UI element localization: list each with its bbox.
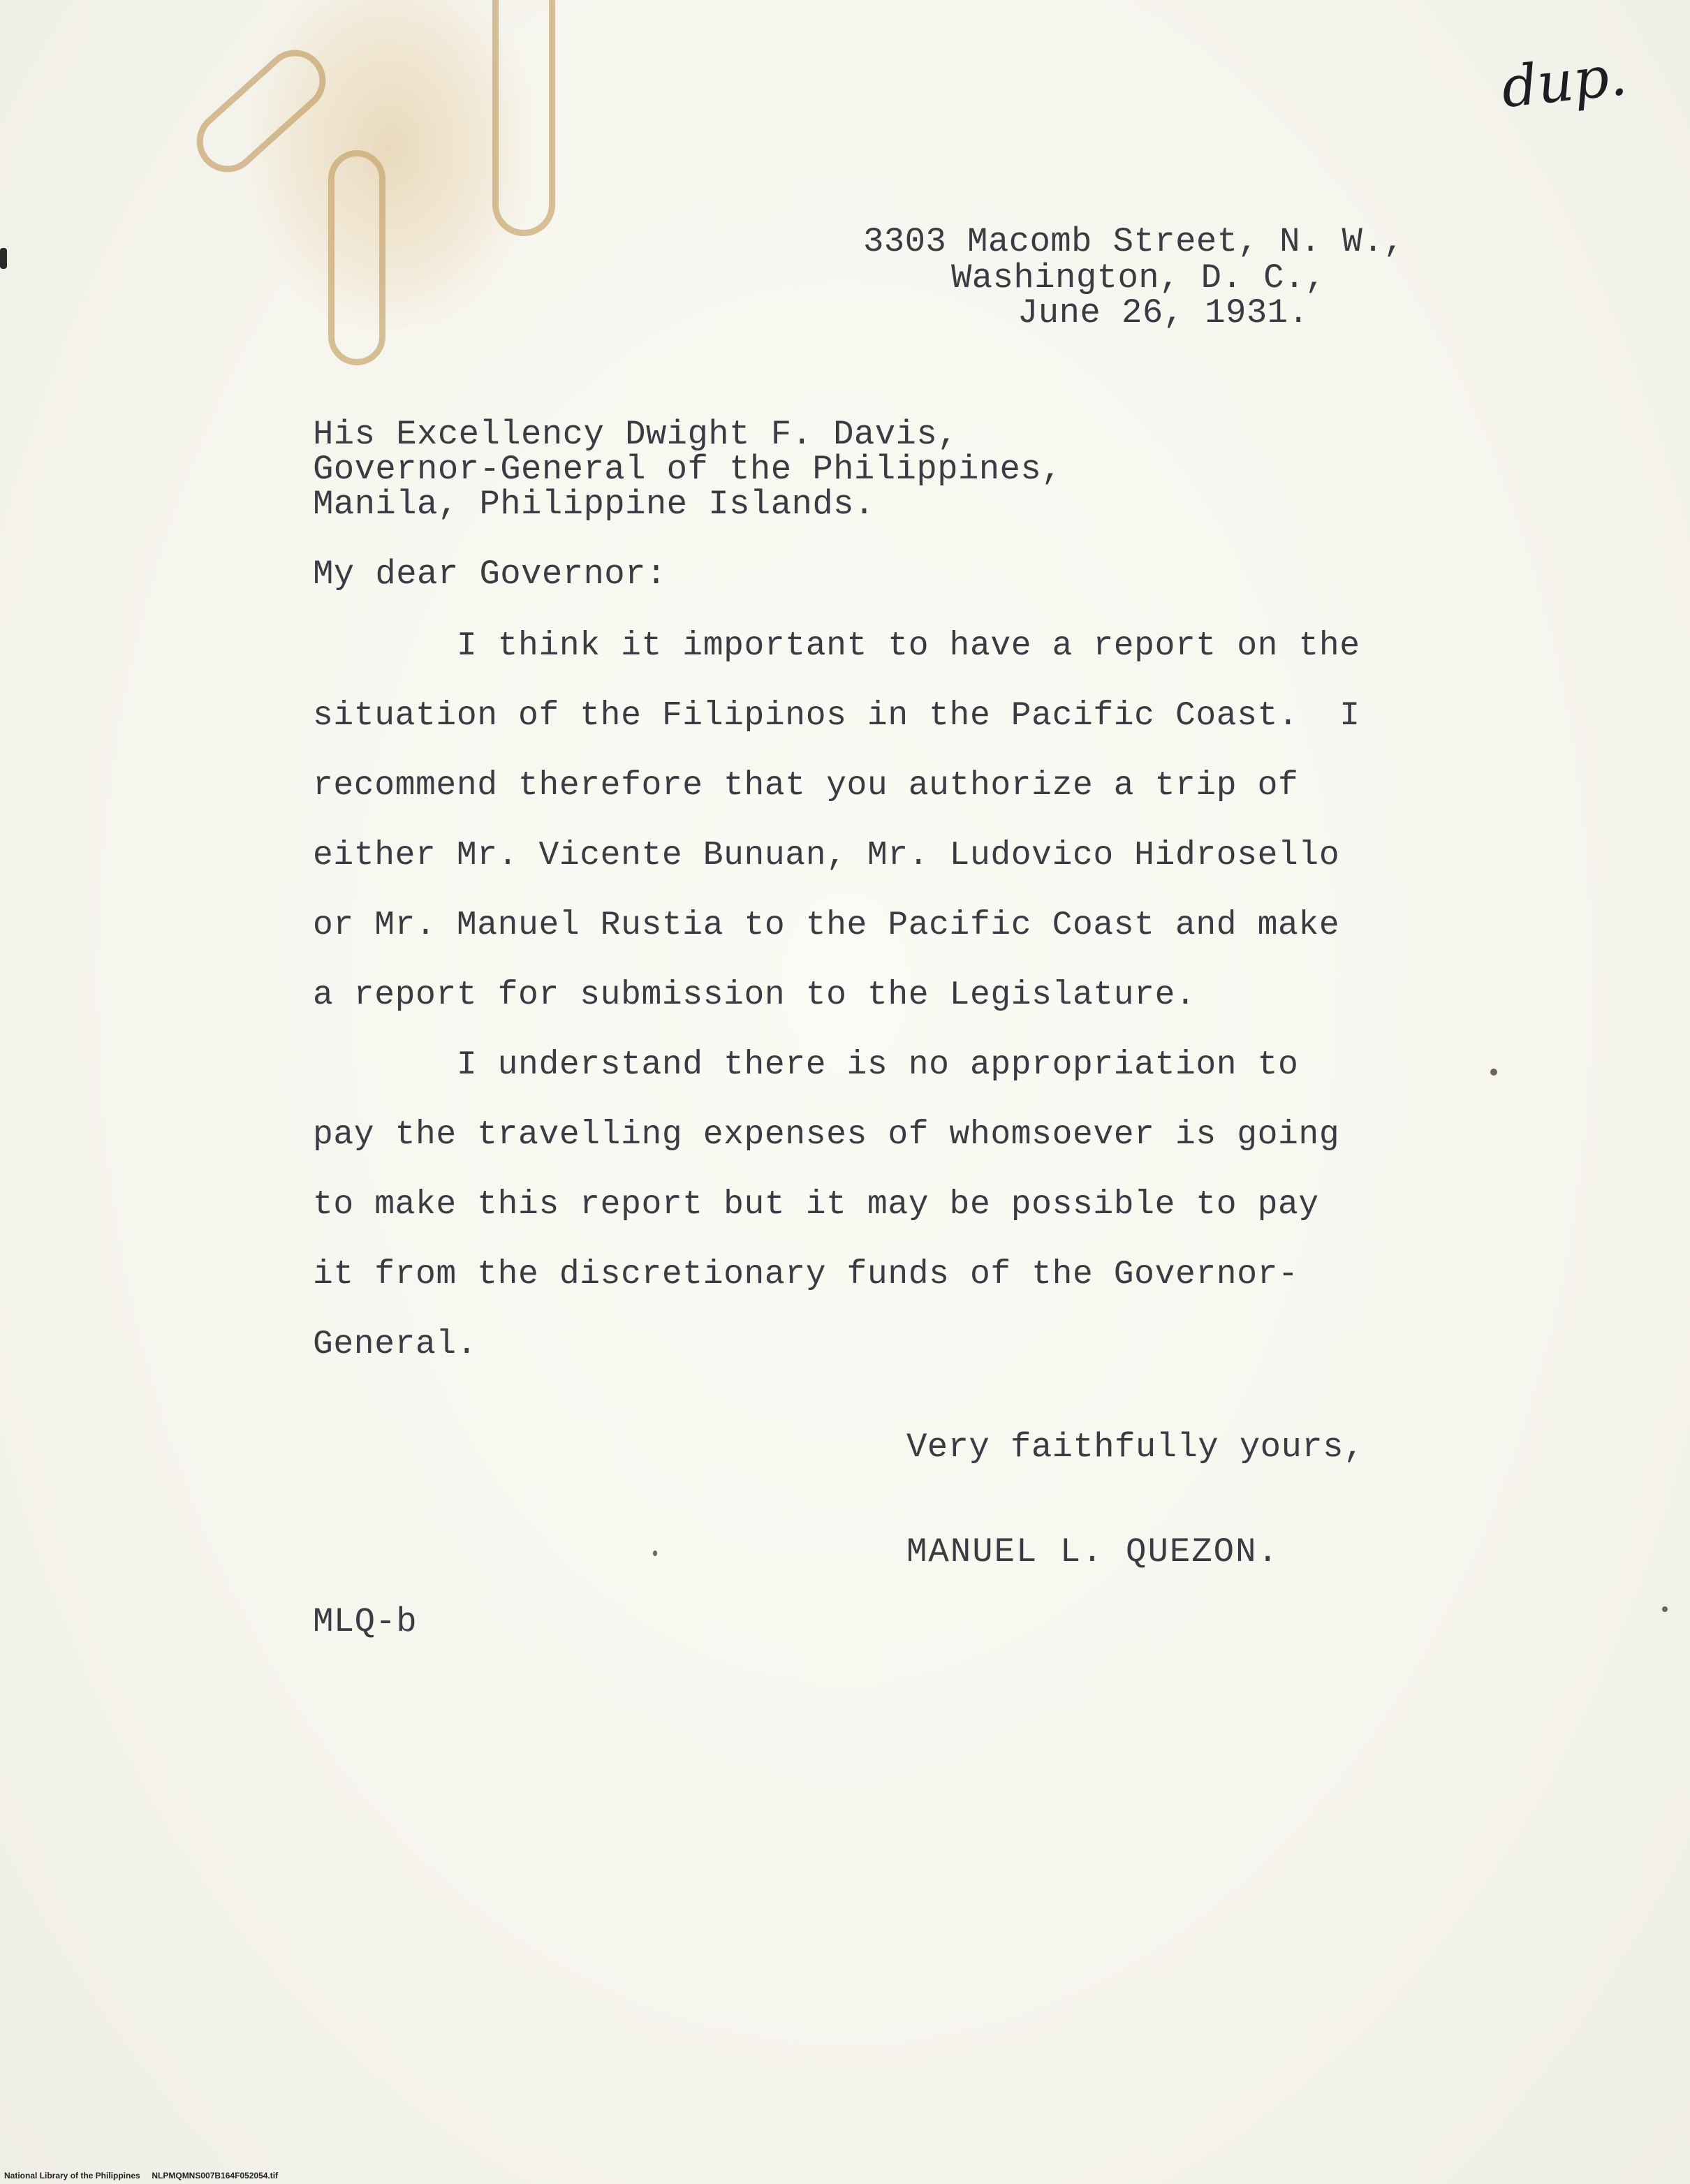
- paper-speck: [1662, 1606, 1668, 1612]
- typist-initials: MLQ-b: [313, 1602, 418, 1641]
- recipient-line: His Excellency Dwight F. Davis,: [313, 415, 958, 454]
- body-line: General.: [313, 1326, 478, 1363]
- body-line: I understand there is no appropriation to: [313, 1046, 1299, 1084]
- body-line: to make this report but it may be possible to pay: [313, 1186, 1319, 1224]
- body-line: a report for submission to the Legislature.: [313, 976, 1196, 1014]
- letter-date: June 26, 1931.: [1017, 293, 1309, 332]
- recipient-line: Governor-General of the Philippines,: [313, 450, 1062, 489]
- paper-clip-mark: [328, 150, 385, 365]
- body-line: either Mr. Vicente Bunuan, Mr. Ludovico Hidrosello: [313, 837, 1340, 874]
- paper-speck: [1490, 1069, 1497, 1076]
- body-line: it from the discretionary funds of the Governor-: [313, 1256, 1299, 1293]
- sender-address-line: 3303 Macomb Street, N. W.,: [863, 222, 1404, 261]
- body-line: I think it important to have a report on the: [313, 627, 1360, 665]
- paper-clip-mark: [492, 0, 555, 236]
- closing: Very faithfully yours,: [906, 1428, 1365, 1467]
- paper-speck: [653, 1551, 657, 1556]
- paper-speck: [0, 248, 7, 269]
- body-line: recommend therefore that you authorize a trip of: [313, 767, 1299, 805]
- body-line: or Mr. Manuel Rustia to the Pacific Coast and make: [313, 907, 1340, 944]
- sender-address-line: Washington, D. C.,: [951, 258, 1326, 298]
- salutation: My dear Governor:: [313, 555, 667, 594]
- signature: MANUEL L. QUEZON.: [906, 1532, 1279, 1571]
- body-line: situation of the Filipinos in the Pacific Coast. I: [313, 697, 1360, 735]
- archive-footer: National Library of the Philippines NLPMQMNS007B164F052054.tif: [4, 2171, 279, 2181]
- body-line: pay the travelling expenses of whomsoever is going: [313, 1116, 1340, 1154]
- recipient-line: Manila, Philippine Islands.: [313, 485, 875, 524]
- handwritten-note: dup.: [1498, 42, 1630, 121]
